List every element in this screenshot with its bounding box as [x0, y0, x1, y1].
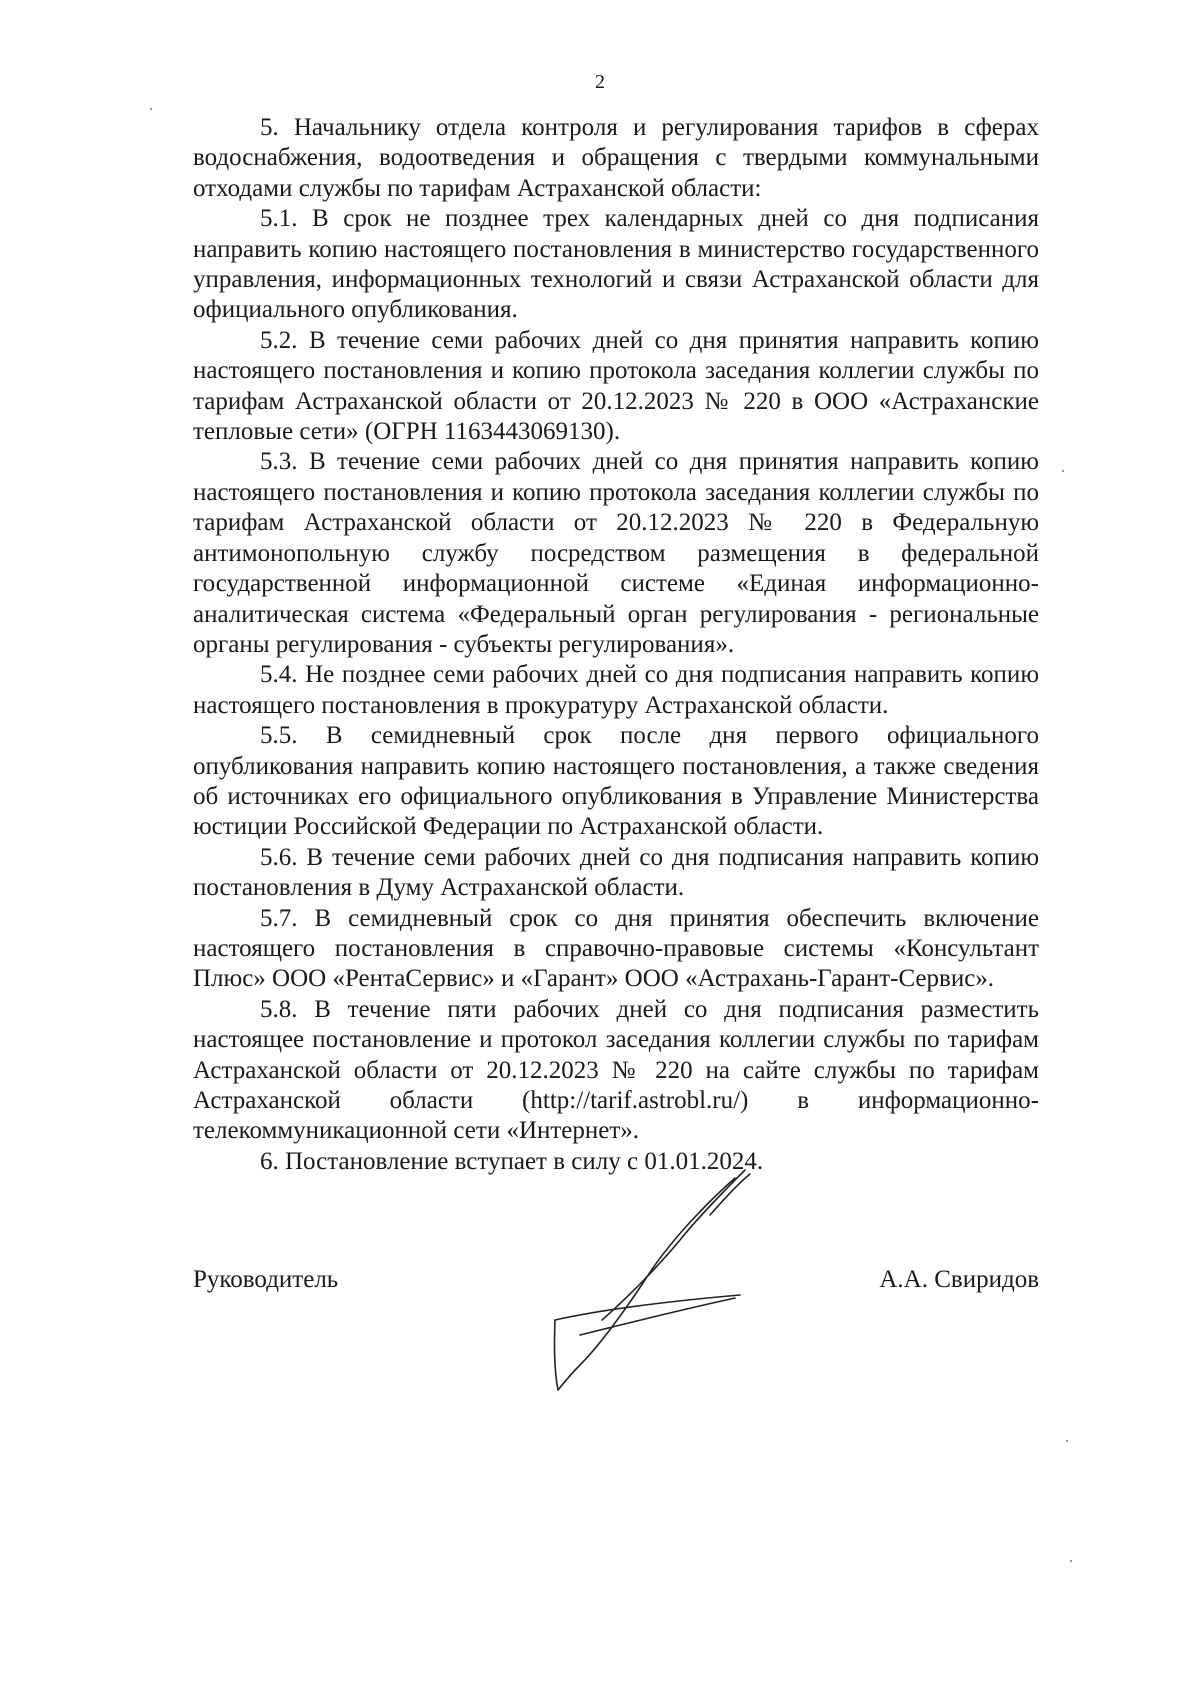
- document-body: [193, 113, 1039, 1177]
- paragraph-5-5: 5.5. В семидневный срок после дня первого официального опубликования направить копию настоящего постановления, а также сведения об источниках его официального опубликования в Управление Министерства юстиции Российской Федерации по Астраханской области.: [193, 722, 1039, 841]
- paragraph-5-1: 5.1. В срок не позднее трех календарных дней со дня подписания направить копию настоящего постановления в министерство государственного управления, информационных технологий и связи Астраханской области для официального опубликования.: [193, 205, 1039, 324]
- paragraph-5-3: 5.3. В течение семи рабочих дней со дня принятия направить копию настоящего постановления и копию протокола заседания коллегии службы по тарифам Астраханской области от 20.12.2023 № 220 в Федеральную антимонопольную службу посредством размещения в федеральной государственной информационной системе «Единая информационно-аналитическая система «Федеральный орган регулирования - региональные органы регулирования - субъекты регулирования».: [193, 448, 1039, 658]
- paragraph-6: 6. Постановление вступает в силу с 01.01.2024.: [260, 1147, 764, 1175]
- scan-speck: [150, 108, 152, 110]
- paragraph-5-4: 5.4. Не позднее семи рабочих дней со дня подписания направить копию настоящего постановления в прокуратуру Астраханской области.: [193, 661, 1039, 719]
- signatory-title: Руководитель: [193, 1266, 339, 1293]
- paragraph-5-7: 5.7. В семидневный срок со дня принятия обеспечить включение настоящего постановления в справочно-правовые системы «Консультант Плюс» ООО «РентаСервис» и «Гарант» ООО «Астрахань-Гарант-Сервис».: [193, 904, 1039, 993]
- paragraph-5-8: 5.8. В течение пяти рабочих дней со дня подписания разместить настоящее постановление и протокол заседания коллегии службы по тарифам Астраханской области от 20.12.2023 № 220 на сайте службы по тарифам Астраханской области (http://tarif.astrobl.ru/) в информационно-телекоммуникационной сети «Интернет».: [193, 995, 1039, 1145]
- paragraph-5-6: 5.6. В течение семи рабочих дней со дня подписания направить копию постановления в Думу Астраханской области.: [193, 843, 1039, 902]
- handwritten-signature: [540, 1160, 790, 1400]
- scan-speck: [1066, 1440, 1068, 1442]
- scan-speck: [1070, 1560, 1072, 1562]
- scan-speck: [1062, 470, 1064, 472]
- paragraph-5-2: 5.2. В течение семи рабочих дней со дня принятия направить копию настоящего постановления и копию протокола заседания коллегии службы по тарифам Астраханской области от 20.12.2023 № 220 в ООО «Астраханские тепловые сети» (ОГРН 1163443069130).: [193, 326, 1039, 446]
- paragraph-5: 5. Начальнику отдела контроля и регулирования тарифов в сферах водоснабжения, водоотведения и обращения с твердыми коммунальными отходами службы по тарифам Астраханской области:: [193, 114, 1039, 202]
- signatory-name: А.А. Свиридов: [879, 1266, 1039, 1293]
- page-number: 2: [595, 71, 605, 93]
